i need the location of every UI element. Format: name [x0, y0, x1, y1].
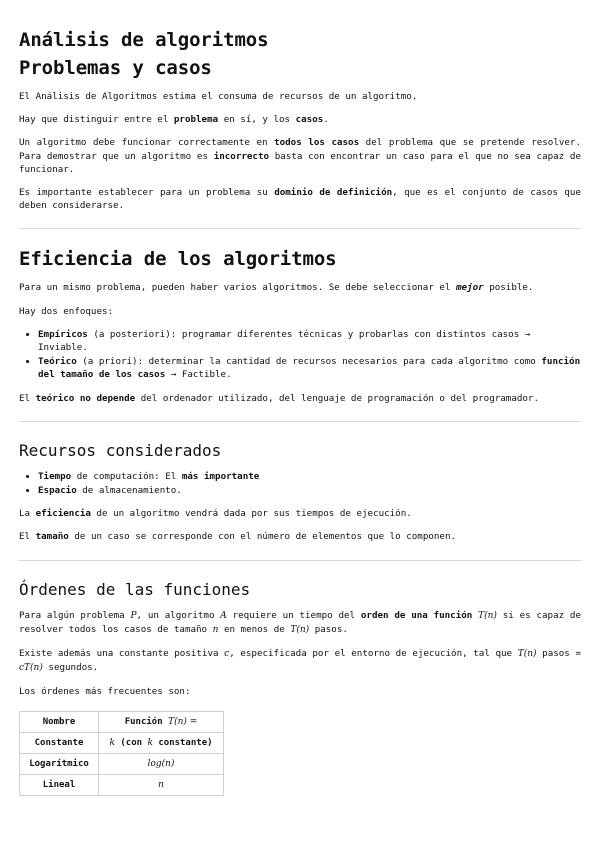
cell-function: n — [99, 774, 224, 795]
paragraph: La eficiencia de un algoritmo vendrá dada por sus tiempos de ejecución. — [19, 508, 412, 520]
orders-table — [19, 711, 224, 796]
cell-function: k (con k constante) — [99, 732, 224, 753]
paragraph: Hay dos enfoques: — [19, 305, 114, 317]
section-heading-ordenes: Órdenes de las funciones — [19, 579, 251, 599]
cell-name: Lineal — [20, 774, 99, 795]
section-heading-eficiencia: Eficiencia de los algoritmos — [19, 248, 337, 271]
table-header-row — [20, 711, 224, 732]
paragraph: Es importante establecer para un problema su dominio de definición, que es el conjunto de casos que deben considerarse. — [19, 187, 581, 212]
list-item: • Espacio de almacenamiento. — [38, 484, 581, 497]
divider — [19, 421, 581, 422]
paragraph: El Análisis de Algoritmos estima el consuma de recursos de un algoritmo. — [19, 91, 418, 102]
paragraph: Un algoritmo debe funcionar correctamente en todos los casos del problema que se pretende resolver. Para demostrar que un algoritmo es incorrecto basta con encontrar un caso para el que no sea capaz de funcionar. — [19, 137, 581, 175]
list-item: • Empíricos (a posteriori): programar diferentes técnicas y probarlas con distintos casos → Inviable. — [38, 328, 581, 354]
cell-name: Constante — [20, 732, 99, 753]
paragraph: Los órdenes más frecuentes son: — [19, 686, 191, 698]
paragraph: Existe además una constante positiva c, especificada por el entorno de ejecución, tal que T(n) pasos = cT(n) segundos. — [19, 648, 581, 674]
paragraph: Para un mismo problema, pueden haber varios algoritmos. Se debe seleccionar el mejor posible. — [19, 282, 534, 294]
paragraph: El teórico no depende del ordenador utilizado, del lenguaje de programación o del programador. — [19, 392, 539, 404]
cell-name: Logarítmico — [20, 753, 99, 774]
page-title: Análisis de algoritmos — [19, 29, 269, 51]
table-row — [20, 774, 224, 795]
list-item: • Tiempo de computación: El más importante — [38, 470, 581, 483]
bullet-list — [19, 470, 581, 497]
divider — [19, 228, 581, 229]
column-header-nombre: Nombre — [20, 711, 99, 732]
cell-function: log(n) — [99, 753, 224, 774]
divider — [19, 560, 581, 561]
section-heading-problemas: Problemas y casos — [19, 57, 212, 79]
table-row — [20, 753, 224, 774]
paragraph: Para algún problema P, un algoritmo A requiere un tiempo del orden de una función T(n) si es capaz de resolver todos los casos de tamaño n en menos de T(n) pasos. — [19, 609, 581, 635]
section-heading-recursos: Recursos considerados — [19, 440, 222, 460]
list-item: • Teórico (a priori): determinar la cantidad de recursos necesarios para cada algoritmo como función del tamaño de los casos → Factible. — [38, 355, 581, 381]
column-header-funcion: Función T(n) = — [99, 711, 224, 732]
table-row — [20, 732, 224, 753]
bullet-list — [19, 328, 581, 382]
paragraph: El tamaño de un caso se corresponde con el número de elementos que lo componen. — [19, 531, 457, 543]
paragraph: Hay que distinguir entre el problema en sí, y los casos. — [19, 114, 329, 126]
